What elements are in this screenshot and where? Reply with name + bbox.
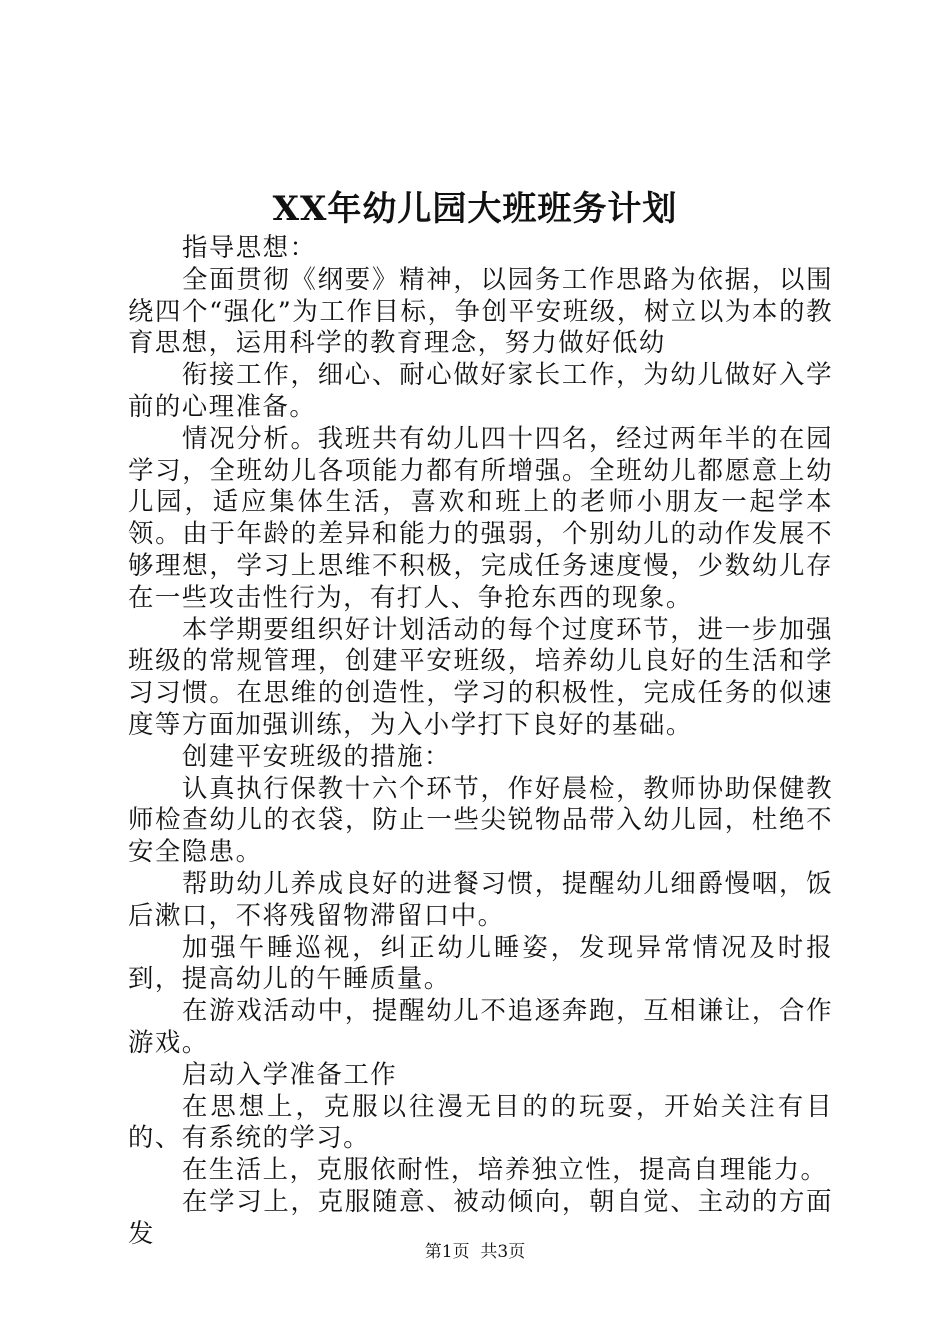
paragraph: 认真执行保教十六个环节，作好晨检，教师协助保健教师检查幼儿的衣袋，防止一些尖锐物品带入幼儿园，杜绝不安全隐患。 bbox=[128, 772, 833, 867]
paragraph: 在学习上，克服随意、被动倾向，朝自觉、主动的方面发 bbox=[128, 1185, 833, 1248]
paragraph: 创建平安班级的措施： bbox=[182, 740, 451, 771]
paragraph: 在思想上，克服以往漫无目的的玩耍，开始关注有目的、有系统的学习。 bbox=[128, 1090, 833, 1153]
paragraph: 衔接工作，细心、耐心做好家长工作，为幼儿做好入学前的心理准备。 bbox=[128, 359, 833, 421]
paragraph: 加强午睡巡视，纠正幼儿睡姿，发现异常情况及时报到，提高幼儿的午睡质量。 bbox=[128, 931, 833, 994]
paragraph: 本学期要组织好计划活动的每个过度环节，进一步加强班级的常规管理，创建平安班级，培养幼儿良好的生活和学习习惯。在思维的创造性，学习的积极性，完成任务的似速度等方面加强训练，为入小学打下良好的基础。 bbox=[128, 613, 833, 739]
paragraph: 帮助幼儿养成良好的进餐习惯，提醒幼儿细爵慢咽，饭后漱口，不将残留物滞留口中。 bbox=[128, 867, 833, 930]
document-title: XX年幼儿园大班班务计划 bbox=[272, 189, 678, 229]
paragraph: 情况分析。我班共有幼儿四十四名，经过两年半的在园学习，全班幼儿各项能力都有所增强。全班幼儿都愿意上幼儿园，适应集体生活，喜欢和班上的老师小朋友一起学本领。由于年龄的差异和能力的强弱，个别幼儿的动作发展不够理想，学习上思维不积极，完成任务速度慢，少数幼儿存在一些攻击性行为，有打人、争抢东西的现象。 bbox=[128, 422, 833, 612]
paragraph: 在游戏活动中，提醒幼儿不追逐奔跑，互相谦让，合作游戏。 bbox=[128, 995, 833, 1057]
paragraph: 全面贯彻《纲要》精神，以园务工作思路为依据，以围绕四个“强化”为工作目标，争创平安班级，树立以为本的教育思想，运用科学的教育理念，努力做好低幼 bbox=[128, 263, 833, 358]
document-body bbox=[128, 232, 833, 1250]
page-footer: 第1页 共3页 bbox=[424, 1242, 526, 1262]
paragraph: 启动入学准备工作 bbox=[182, 1058, 398, 1089]
paragraph: 在生活上，克服依耐性，培养独立性，提高自理能力。 bbox=[182, 1154, 828, 1185]
paragraph: 指导思想： bbox=[182, 232, 317, 262]
